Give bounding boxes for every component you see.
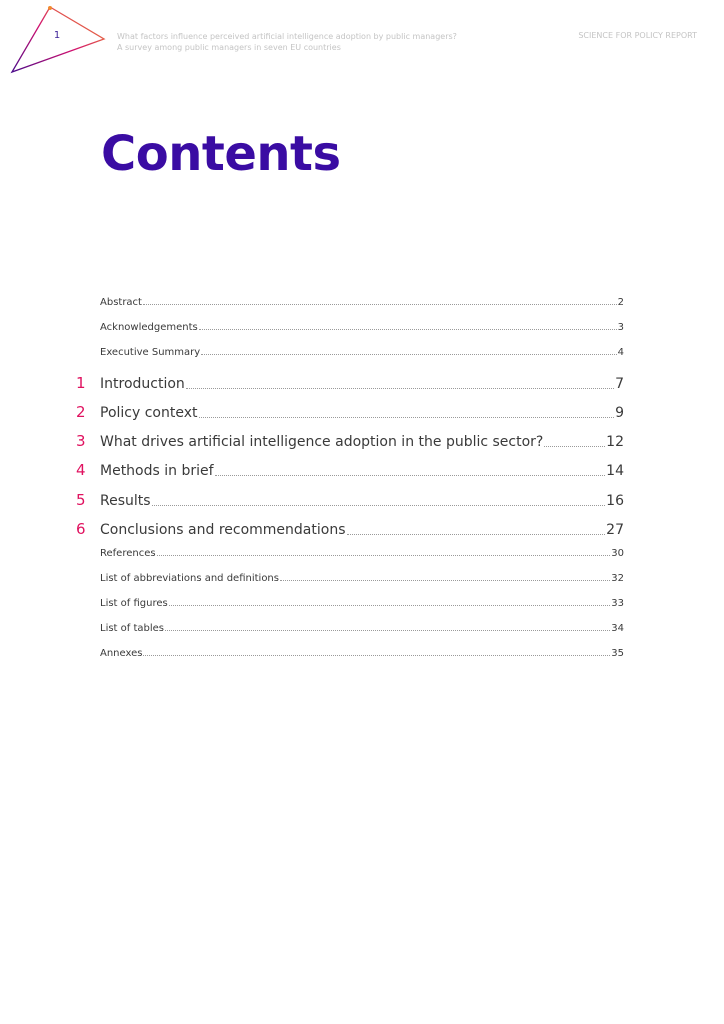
toc-entry-page-number: 35	[611, 648, 624, 659]
page-number: 1	[53, 30, 61, 41]
toc-entry-number: 1	[76, 374, 86, 392]
toc-entry[interactable]	[72, 403, 624, 421]
toc-entry-number: 6	[76, 520, 86, 538]
toc-entry-label: Acknowledgements	[100, 322, 198, 333]
toc-entry-number: 3	[76, 432, 86, 450]
toc-dot-leader	[165, 630, 610, 631]
toc-entry-label: Introduction	[100, 376, 185, 392]
running-title	[117, 31, 537, 53]
toc-entry[interactable]	[72, 297, 624, 308]
toc-entry-number: 4	[76, 461, 86, 479]
toc-entry-label: List of abbreviations and definitions	[100, 573, 279, 584]
toc-dot-leader	[199, 329, 617, 330]
toc-entry-page-number: 30	[611, 548, 624, 559]
toc-entry-page-number: 14	[606, 463, 624, 479]
page-title: Contents	[101, 126, 341, 182]
toc-entry-label: What drives artificial intelligence adoption in the public sector?	[100, 434, 544, 450]
report-type-label: SCIENCE FOR POLICY REPORT	[578, 31, 697, 40]
toc-dot-leader	[215, 475, 606, 476]
toc-dot-leader	[169, 605, 611, 606]
toc-entry[interactable]	[72, 374, 624, 392]
toc-entry[interactable]	[72, 648, 624, 659]
running-title-line-2: A survey among public managers in seven EU countries	[117, 43, 341, 52]
toc-entry-page-number: 32	[611, 573, 624, 584]
toc-entry[interactable]	[72, 548, 624, 559]
toc-entry-label: References	[100, 548, 156, 559]
toc-dot-leader	[152, 505, 606, 506]
toc-dot-leader	[347, 534, 606, 535]
toc-entry-number: 2	[76, 403, 86, 421]
toc-dot-leader	[143, 655, 610, 656]
toc-entry[interactable]	[72, 623, 624, 634]
toc-entry[interactable]	[72, 432, 624, 450]
toc-dot-leader	[201, 354, 616, 355]
toc-entry-page-number: 16	[606, 493, 624, 509]
toc-dot-leader	[199, 417, 615, 418]
toc-dot-leader	[157, 555, 611, 556]
toc-entry-page-number: 33	[611, 598, 624, 609]
toc-entry-label: List of tables	[100, 623, 165, 634]
toc-entry[interactable]	[72, 461, 624, 479]
toc-dot-leader	[143, 304, 617, 305]
toc-entry[interactable]	[72, 520, 624, 538]
toc-entry-number: 5	[76, 491, 86, 509]
toc-entry-page-number: 4	[617, 347, 624, 358]
running-title-line-1: What factors influence perceived artificial intelligence adoption by public managers?	[117, 32, 457, 41]
toc-entry-page-number: 12	[606, 434, 624, 450]
toc-entry-page-number: 2	[617, 297, 624, 308]
toc-entry-label: Results	[100, 493, 151, 509]
toc-entry-label: List of figures	[100, 598, 168, 609]
toc-dot-leader	[544, 446, 605, 447]
toc-entry-label: Executive Summary	[100, 347, 201, 358]
toc-entry-page-number: 27	[606, 522, 624, 538]
toc-entry[interactable]	[72, 598, 624, 609]
toc-entry[interactable]	[72, 491, 624, 509]
toc-dot-leader	[280, 580, 610, 581]
toc-dot-leader	[186, 388, 614, 389]
toc-entry-page-number: 3	[617, 322, 624, 333]
toc-entry-label: Abstract	[100, 297, 142, 308]
toc-entry-page-number: 9	[615, 405, 624, 421]
toc-entry[interactable]	[72, 322, 624, 333]
toc-entry-label: Policy context	[100, 405, 198, 421]
toc-entry-label: Methods in brief	[100, 463, 214, 479]
toc-entry[interactable]	[72, 573, 624, 584]
toc-entry-page-number: 7	[615, 376, 624, 392]
toc-entry[interactable]	[72, 347, 624, 358]
toc-entry-label: Annexes	[100, 648, 143, 659]
toc-entry-page-number: 34	[611, 623, 624, 634]
toc-entry-label: Conclusions and recommendations	[100, 522, 346, 538]
